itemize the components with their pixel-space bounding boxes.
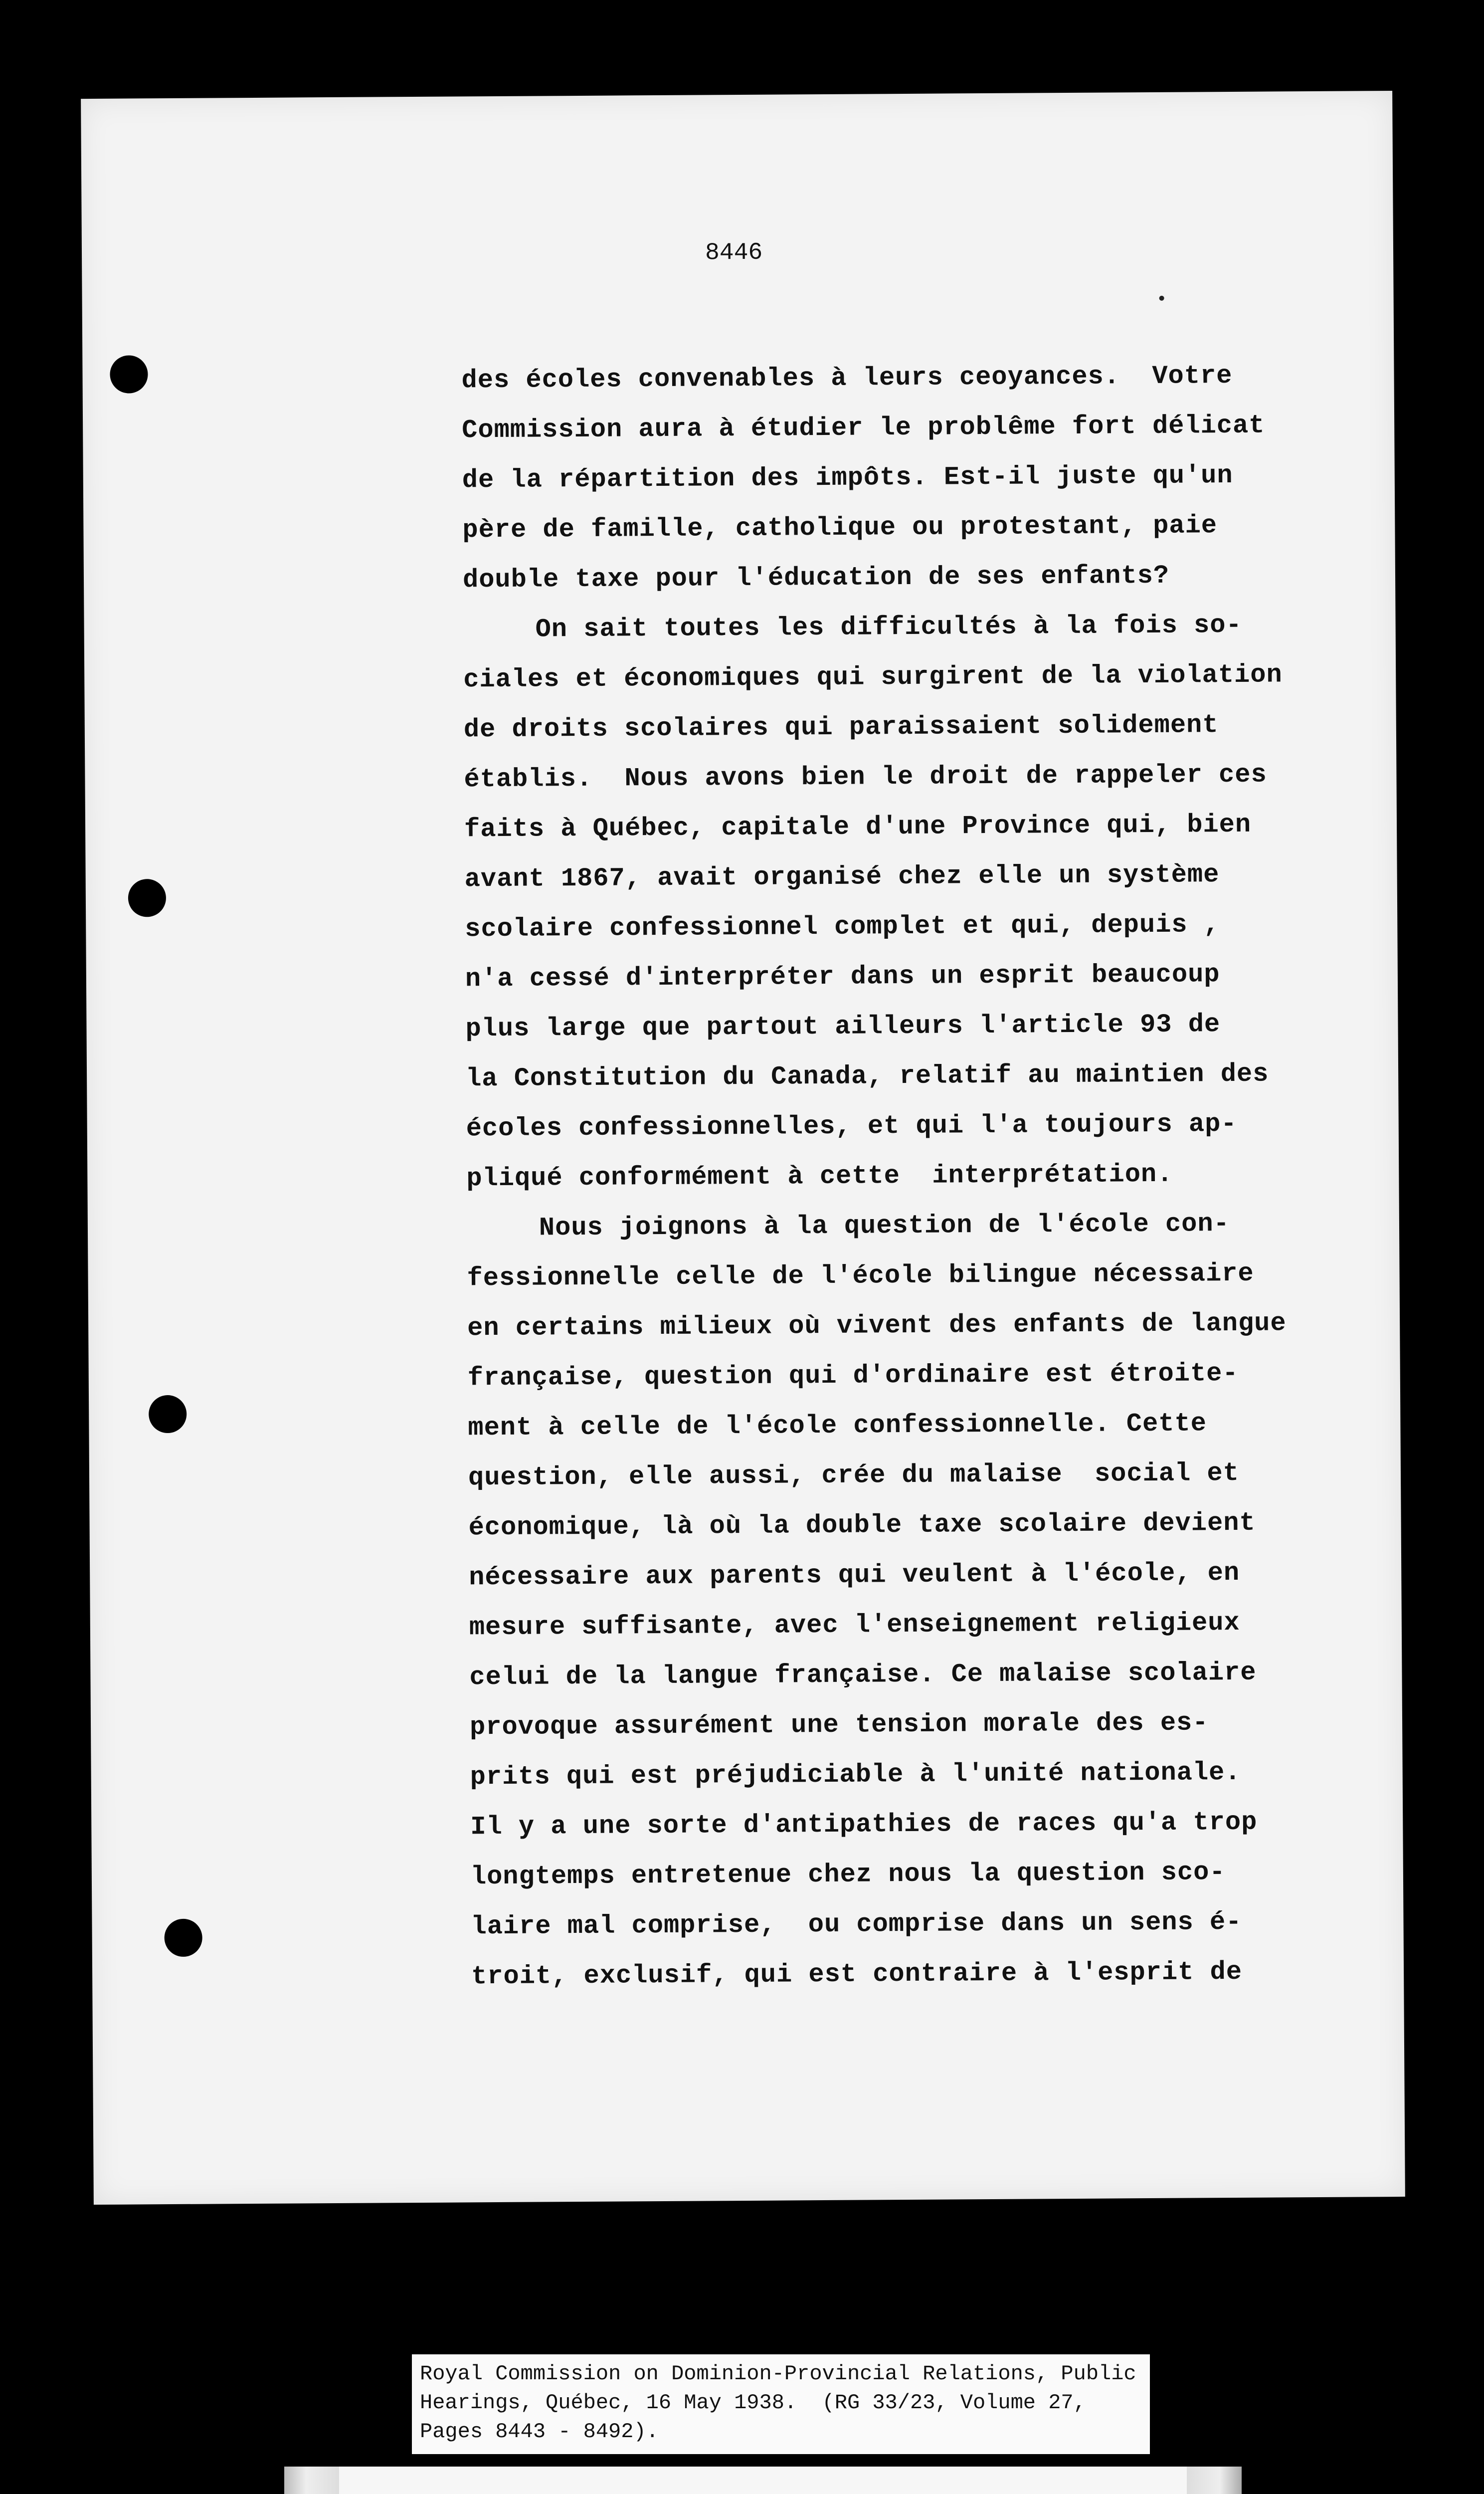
text-line: pliqué conformément à cette interprétation. bbox=[466, 1159, 1173, 1194]
text-line: ment à celle de l'école confessionnelle. Cette bbox=[468, 1409, 1207, 1443]
archives-stamp bbox=[284, 2467, 1242, 2494]
stamp-edge-left bbox=[284, 2467, 339, 2494]
punch-hole bbox=[149, 1395, 186, 1433]
text-line: Commission aura à étudier le problême fort délicat bbox=[462, 411, 1265, 445]
text-line: des écoles convenables à leurs ceoyances. Votre bbox=[461, 361, 1233, 396]
page-number: 8446 bbox=[705, 239, 763, 267]
text-line: de droits scolaires qui paraissaient solidement bbox=[463, 710, 1219, 745]
text-line: On sait toutes les difficultés à la fois so- bbox=[535, 610, 1242, 644]
archival-caption bbox=[412, 2354, 1150, 2454]
stamp-edge-right bbox=[1187, 2467, 1242, 2494]
text-line: Nous joignons à la question de l'école con- bbox=[539, 1209, 1230, 1243]
text-line: provoque assurément une tension morale des es- bbox=[469, 1708, 1209, 1742]
punch-hole bbox=[128, 879, 166, 917]
text-line: ciales et économiques qui surgirent de la violation bbox=[463, 660, 1283, 695]
text-line: père de famille, catholique ou protestant, paie bbox=[462, 511, 1218, 545]
text-line: la Constitution du Canada, relatif au maintien des bbox=[465, 1059, 1269, 1094]
caption-line: Pages 8443 - 8492). bbox=[420, 2420, 659, 2444]
text-line: plus large que partout ailleurs l'article 93 de bbox=[465, 1010, 1221, 1044]
text-line: établis. Nous avons bien le droit de rappeler ces bbox=[464, 760, 1267, 795]
caption-line: Hearings, Québec, 16 May 1938. (RG 33/23, Volume 27, bbox=[420, 2391, 1086, 2415]
text-line: n'a cessé d'interpréter dans un esprit beaucoup bbox=[465, 960, 1220, 994]
text-line: celui de la langue française. Ce malaise scolaire bbox=[469, 1658, 1257, 1692]
caption-line: Royal Commission on Dominion-Provincial Relations, Public bbox=[420, 2362, 1136, 2386]
text-line: Il y a une sorte d'antipathies de races qu'a trop bbox=[470, 1807, 1258, 1842]
document-page bbox=[81, 91, 1405, 2205]
punch-hole bbox=[110, 355, 148, 393]
text-line: double taxe pour l'éducation de ses enfants? bbox=[462, 561, 1170, 595]
body-text bbox=[461, 351, 1344, 2002]
text-line: économique, là où la double taxe scolaire devient bbox=[468, 1508, 1256, 1543]
text-line: mesure suffisante, avec l'enseignement religieux bbox=[469, 1608, 1240, 1643]
text-line: laire mal comprise, ou comprise dans un sens é- bbox=[471, 1907, 1242, 1942]
text-line: prits qui est préjudiciable à l'unité nationale. bbox=[470, 1757, 1241, 1792]
punch-hole bbox=[164, 1919, 202, 1957]
text-line: fessionnelle celle de l'école bilingue nécessaire bbox=[467, 1258, 1254, 1293]
text-line: écoles confessionnelles, et qui l'a toujours ap- bbox=[466, 1109, 1237, 1144]
text-line: nécessaire aux parents qui veulent à l'école, en bbox=[469, 1558, 1240, 1593]
text-line: de la répartition des impôts. Est-il juste qu'un bbox=[462, 460, 1233, 495]
text-line: en certains milieux où vivent des enfants de langue bbox=[467, 1308, 1287, 1343]
text-line: faits à Québec, capitale d'une Province qui, bien bbox=[464, 810, 1252, 844]
text-line: scolaire confessionnel complet et qui, depuis , bbox=[465, 910, 1220, 944]
text-line: française, question qui d'ordinaire est étroite- bbox=[467, 1358, 1239, 1393]
ink-dot bbox=[1159, 296, 1164, 301]
text-line: troit, exclusif, qui est contraire à l'esprit de bbox=[471, 1957, 1243, 1992]
text-line: longtemps entretenue chez nous la question sco- bbox=[470, 1858, 1226, 1892]
text-line: question, elle aussi, crée du malaise social et bbox=[468, 1458, 1240, 1493]
text-line: avant 1867, avait organisé chez elle un système bbox=[464, 860, 1220, 894]
